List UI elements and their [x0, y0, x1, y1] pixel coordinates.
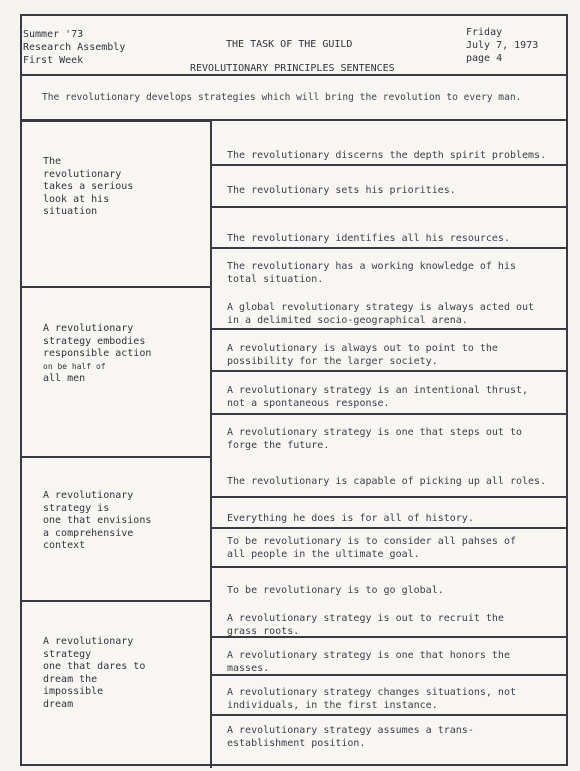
sentence-2-1 — [227, 302, 557, 327]
header-week: First Week — [23, 55, 84, 66]
row-rule — [210, 328, 568, 330]
category-4 — [43, 636, 203, 711]
sentence-2-4 — [227, 427, 557, 452]
intro-sentence: The revolutionary develops strategies which will bring the revolution to every man. — [42, 92, 522, 103]
row-rule — [210, 566, 568, 568]
header-page: page 4 — [466, 53, 503, 64]
sentence-2-3 — [227, 385, 557, 410]
sentence-line: all people in the ultimate goal. — [227, 548, 420, 560]
sentence-1-4 — [227, 261, 557, 286]
row-rule — [210, 370, 568, 372]
document-title: THE TASK OF THE GUILD — [226, 39, 353, 50]
category-1-line: takes a serious — [43, 181, 134, 192]
sentence-line: in a delimited socio-geographical arena. — [227, 314, 468, 326]
sentence-line: A revolutionary strategy is out to recruit the — [227, 613, 504, 624]
header-rule — [20, 74, 568, 76]
sentence-line: possibility for the larger society. — [227, 355, 438, 367]
sentence-line: A revolutionary strategy changes situations, not — [227, 687, 516, 698]
sentence-3-2 — [227, 513, 557, 526]
sentence-4-1 — [227, 613, 557, 638]
sentence-line: A revolutionary strategy is one that steps out to — [227, 427, 523, 438]
sentence-line: forge the future. — [227, 439, 330, 451]
category-3-line: strategy is — [43, 502, 110, 514]
row-rule — [210, 206, 568, 208]
row-rule — [210, 247, 568, 249]
category-3-line: a comprehensive — [43, 527, 134, 539]
sentence-line: total situation. — [227, 273, 324, 285]
category-1-line: look at his — [43, 193, 110, 205]
category-1-line: revolutionary — [43, 168, 122, 180]
category-4-line: dream the — [43, 673, 98, 685]
sentence-4-3 — [227, 687, 557, 712]
sentence-line: Everything he does is for all of history. — [227, 513, 474, 524]
sentence-3-4 — [227, 585, 557, 598]
sentence-line: A revolutionary strategy assumes a trans- — [227, 725, 474, 736]
sentence-line: The revolutionary is capable of picking up all roles. — [227, 476, 547, 487]
sentence-line: establishment position. — [227, 737, 366, 749]
category-2-line: responsible action — [43, 348, 152, 359]
sentence-3-3 — [227, 536, 557, 561]
header-season: Summer '73 — [23, 29, 84, 40]
sentence-2-2 — [227, 343, 557, 368]
sentence-1-1 — [227, 150, 557, 163]
sentence-line: A global revolutionary strategy is always acted out — [227, 302, 535, 313]
header-day: Friday — [466, 27, 503, 38]
category-1 — [43, 156, 203, 219]
header-assembly: Research Assembly — [23, 42, 126, 53]
sentence-line: The revolutionary sets his priorities. — [227, 185, 456, 196]
sentence-line: A revolutionary strategy is one that honors the — [227, 650, 510, 661]
category-2-line: A revolutionary — [43, 323, 134, 334]
category-4-line: A revolutionary — [43, 636, 134, 647]
sentence-line: The revolutionary has a working knowledge of his — [227, 261, 516, 272]
category-4-line: one that dares to — [43, 661, 146, 672]
category-2-line: strategy embodies — [43, 335, 146, 347]
sentence-line: The revolutionary discerns the depth spirit problems. — [227, 150, 547, 161]
category-3-line: one that envisions — [43, 515, 152, 526]
category-1-line: situation — [43, 206, 98, 217]
sentence-line: A revolutionary is always out to point to the — [227, 343, 498, 354]
row-rule — [210, 527, 568, 529]
category-4-line: dream — [43, 698, 74, 710]
category-3-line: context — [43, 540, 86, 551]
row-rule — [210, 496, 568, 498]
sentence-4-2 — [227, 650, 557, 675]
sentence-line: To be revolutionary is to go global. — [227, 585, 444, 596]
row-rule — [210, 413, 568, 415]
sentence-line: The revolutionary identifies all his resources. — [227, 233, 510, 244]
sentence-1-3 — [227, 233, 557, 246]
header-left — [23, 28, 125, 67]
category-2-line: all men — [43, 373, 86, 384]
category-1-line: The — [43, 156, 62, 167]
row-rule — [210, 164, 568, 166]
category-3-line: A revolutionary — [43, 490, 134, 501]
document-subtitle: REVOLUTIONARY PRINCIPLES SENTENCES — [190, 63, 395, 74]
header-date: July 7, 1973 — [466, 40, 539, 51]
sentence-3-1 — [227, 476, 557, 489]
category-3 — [43, 490, 203, 553]
sentence-line: individuals, in the first instance. — [227, 699, 438, 711]
sentence-line: A revolutionary strategy is an intentional thrust, — [227, 385, 529, 396]
category-4-line: impossible — [43, 686, 104, 697]
header-right — [466, 26, 538, 65]
sentence-line: not a spontaneous response. — [227, 397, 390, 409]
category-2 — [43, 323, 203, 386]
row-rule — [210, 714, 568, 716]
sentence-4-4 — [227, 725, 557, 750]
sentence-1-2 — [227, 185, 557, 198]
category-4-line: strategy — [43, 648, 92, 660]
sentence-line: grass roots. — [227, 625, 300, 637]
category-2-line: on be half of — [43, 361, 106, 371]
sentence-line: To be revolutionary is to consider all pahses of — [227, 536, 516, 547]
sentence-line: masses. — [227, 662, 270, 674]
